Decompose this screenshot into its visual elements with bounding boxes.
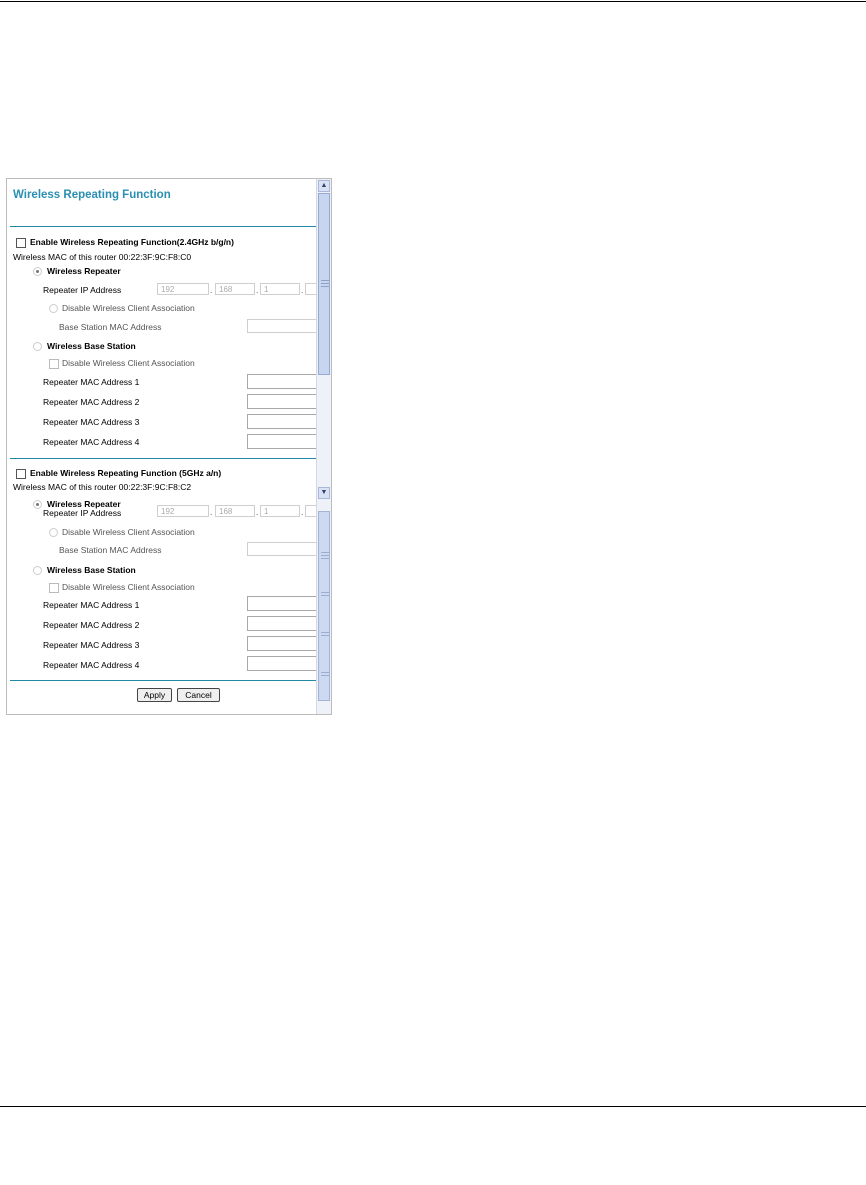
- repeater-mac-4-5ghz-label: Repeater MAC Address 4: [43, 660, 140, 670]
- wireless-base-station-5ghz-label: Wireless Base Station: [47, 565, 136, 575]
- ip-dot: .: [210, 285, 213, 295]
- wireless-base-station-24ghz-label: Wireless Base Station: [47, 341, 136, 351]
- disable-client-assoc-5ghz-bs-checkbox[interactable]: [49, 583, 59, 593]
- repeater-ip-24ghz-octet-2[interactable]: 168: [215, 283, 255, 295]
- scroll-thumb[interactable]: [318, 193, 330, 375]
- scroll-grip-icon: [321, 283, 329, 284]
- repeater-mac-1-5ghz-input[interactable]: [247, 596, 316, 611]
- scroll-grip-icon: [321, 280, 329, 281]
- disable-client-assoc-5ghz-label: Disable Wireless Client Association: [62, 527, 195, 537]
- disable-client-assoc-5ghz-bs-label: Disable Wireless Client Association: [62, 582, 195, 592]
- repeater-mac-3-5ghz-input[interactable]: [247, 636, 316, 651]
- wireless-mac-24ghz: Wireless MAC of this router 00:22:3F:9C:F8:C0: [13, 252, 192, 262]
- repeater-mac-3-5ghz-label: Repeater MAC Address 3: [43, 640, 140, 650]
- repeater-mac-1-24ghz-label: Repeater MAC Address 1: [43, 377, 140, 387]
- repeater-ip-5ghz-octet-1[interactable]: 192: [157, 505, 209, 517]
- title-divider: [10, 226, 316, 227]
- ip-dot: .: [301, 285, 304, 295]
- repeater-ip-24ghz-label: Repeater IP Address: [43, 285, 122, 295]
- top-rule: [0, 1, 866, 2]
- repeater-ip-5ghz-octet-3[interactable]: 1: [260, 505, 300, 517]
- repeater-mac-2-24ghz-input[interactable]: [247, 394, 316, 409]
- scroll-grip-icon: [321, 635, 329, 636]
- repeater-mac-1-5ghz-label: Repeater MAC Address 1: [43, 600, 140, 610]
- wireless-base-station-24ghz-radio[interactable]: [33, 342, 42, 351]
- disable-client-assoc-24ghz-label: Disable Wireless Client Association: [62, 303, 195, 313]
- wireless-repeater-5ghz-radio[interactable]: [33, 500, 42, 509]
- wireless-repeater-5ghz-label: Wireless Repeater: [47, 499, 121, 509]
- repeater-ip-5ghz-octet-4[interactable]: [305, 505, 316, 517]
- repeater-mac-1-24ghz-input[interactable]: [247, 374, 316, 389]
- scroll-grip-icon: [321, 675, 329, 676]
- repeater-mac-4-24ghz-label: Repeater MAC Address 4: [43, 437, 140, 447]
- apply-button[interactable]: Apply: [137, 688, 172, 702]
- repeater-mac-3-24ghz-label: Repeater MAC Address 3: [43, 417, 140, 427]
- repeater-ip-24ghz-octet-1[interactable]: 192: [157, 283, 209, 295]
- scroll-thumb-lower[interactable]: [318, 511, 330, 701]
- ip-dot: .: [301, 507, 304, 517]
- wireless-repeater-24ghz-radio[interactable]: [33, 267, 42, 276]
- panel-content: [7, 179, 316, 714]
- repeater-ip-5ghz-label: Repeater IP Address: [43, 508, 122, 518]
- footer-divider: [10, 680, 316, 681]
- disable-client-assoc-5ghz-checkbox[interactable]: [49, 528, 58, 537]
- frame-scrollbar[interactable]: [316, 179, 331, 501]
- cancel-button[interactable]: Cancel: [177, 688, 220, 702]
- enable-repeating-24ghz-checkbox[interactable]: [16, 238, 26, 248]
- enable-repeating-24ghz-label: Enable Wireless Repeating Function(2.4GHz b/g/n): [30, 237, 234, 247]
- bottom-rule: [0, 1106, 866, 1107]
- repeater-ip-5ghz-octet-2[interactable]: 168: [215, 505, 255, 517]
- page-title: Wireless Repeating Function: [13, 189, 171, 201]
- repeater-mac-3-24ghz-input[interactable]: [247, 414, 316, 429]
- disable-client-assoc-24ghz-bs-label: Disable Wireless Client Association: [62, 358, 195, 368]
- repeater-mac-2-5ghz-label: Repeater MAC Address 2: [43, 620, 140, 630]
- scroll-grip-icon: [321, 595, 329, 596]
- ip-dot: .: [210, 507, 213, 517]
- section-divider: [10, 458, 316, 459]
- scroll-grip-icon: [321, 555, 329, 556]
- scroll-grip-icon: [321, 632, 329, 633]
- ip-dot: .: [256, 507, 259, 517]
- scroll-up-icon[interactable]: ▲: [318, 180, 330, 192]
- repeater-mac-4-5ghz-input[interactable]: [247, 656, 316, 671]
- repeater-ip-24ghz-octet-4[interactable]: [305, 283, 316, 295]
- base-station-mac-24ghz-input[interactable]: [247, 319, 316, 333]
- base-station-mac-24ghz-label: Base Station MAC Address: [59, 322, 162, 332]
- repeater-mac-2-24ghz-label: Repeater MAC Address 2: [43, 397, 140, 407]
- repeater-mac-2-5ghz-input[interactable]: [247, 616, 316, 631]
- scroll-grip-icon: [321, 558, 329, 559]
- scroll-grip-icon: [321, 552, 329, 553]
- base-station-mac-5ghz-label: Base Station MAC Address: [59, 545, 162, 555]
- wireless-repeater-24ghz-label: Wireless Repeater: [47, 266, 121, 276]
- disable-client-assoc-24ghz-bs-checkbox[interactable]: [49, 359, 59, 369]
- wireless-mac-5ghz: Wireless MAC of this router 00:22:3F:9C:F8:C2: [13, 482, 192, 492]
- scroll-down-icon[interactable]: ▼: [318, 487, 330, 499]
- repeater-ip-24ghz-octet-3[interactable]: 1: [260, 283, 300, 295]
- ip-dot: .: [256, 285, 259, 295]
- wireless-base-station-5ghz-radio[interactable]: [33, 566, 42, 575]
- enable-repeating-5ghz-label: Enable Wireless Repeating Function (5GHz a/n): [30, 468, 222, 478]
- scroll-grip-icon: [321, 592, 329, 593]
- disable-client-assoc-24ghz-checkbox[interactable]: [49, 304, 58, 313]
- scroll-grip-icon: [321, 286, 329, 287]
- enable-repeating-5ghz-checkbox[interactable]: [16, 469, 26, 479]
- frame-scrollbar-lower[interactable]: [316, 501, 331, 714]
- repeater-mac-4-24ghz-input[interactable]: [247, 434, 316, 449]
- scroll-grip-icon: [321, 672, 329, 673]
- wireless-repeating-panel: [6, 178, 332, 715]
- base-station-mac-5ghz-input[interactable]: [247, 542, 316, 556]
